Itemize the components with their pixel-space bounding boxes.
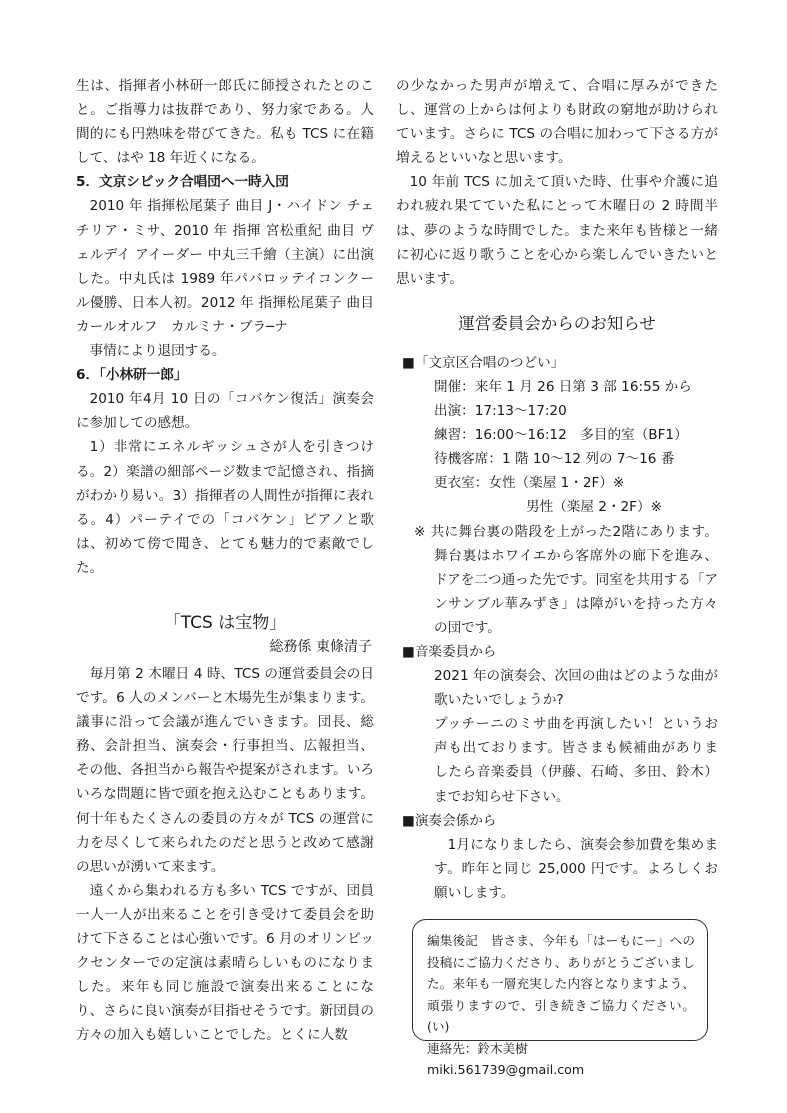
notice-line: 出演：17:13〜17:20: [434, 403, 567, 420]
left-column: [76, 74, 374, 1047]
notice-line: 練習：16:00〜16:12 多目的室（BF1）: [434, 427, 688, 444]
notice-music-text: 2021 年の演奏会、次回の曲はどのような曲が歌いたいでしょうか? プッチーニのミサ曲を再演したい！というお声も出ております。皆さまも候補曲がありましたら音楽委員（伊藤、石崎、多田、鈴木）までお知らせ下さい。: [434, 668, 718, 805]
heading-6: 6．「小林研一郎」: [76, 367, 188, 384]
left-paragraph-4: 2010 年4月 10 日の「コバケン復活」演奏会に参加しての感想。: [76, 391, 374, 432]
left-paragraph-7: 遠くから集われる方も多い TCS ですが、団員一人一人が出来ることを引き受けて委員会を助けて下さることは心強いです。6 月のオリンピックセンターでの定演は素晴らしいものになりました。来年も同じ施設で演奏出来ることになり、さらに良い演奏が目指せそうです。新団員の方々の加入も嬉しいことでした。とくに人数: [76, 882, 374, 1044]
article-title: 「TCS は宝物」: [163, 612, 287, 633]
section-title: 運営委員会からのお知らせ: [458, 313, 656, 333]
left-paragraph-1: 生は、指揮者小林研一郎氏に師授されたとのこと。ご指導力は抜群であり、努力家である。人間的にも円熟味を帯びてきた。私も TCS に在籍して、はや 18 年近くになる。: [76, 78, 374, 167]
notice-concert-text: 1月になりましたら、演奏会参加費を集めます。昨年と同じ 25,000 円です。よろしくお願いします。: [434, 836, 718, 901]
notice-footnote: ※ 共に舞台裏の階段を上がった2階にあります。舞台裏はホワイエから客席外の廊下を進み、ドアを二つ通った先です。同室を共用する「アンサンブル華みずき」は障がいを持った方々の団です。: [414, 523, 718, 636]
notice-line: 待機客席：1 階 10〜12 列の 7〜16 番: [434, 451, 675, 468]
heading-5: 5．文京シビック合唱団へ一時入団: [76, 174, 289, 191]
notice-line-male: 男性（楽屋 2・2F）※: [526, 499, 662, 516]
notice-line: 更衣室：女性（楽屋 1・2F）※: [434, 475, 625, 492]
notice-bunkyo-details: [396, 375, 718, 520]
editor-postscript-text: 編集後記 皆さま、今年も「はーもにー」への投稿にご協力くださり、ありがとうございました。来年も一層充実した内容となりますよう、頑張りますので、引き続きご協力ください。(い): [427, 933, 695, 1034]
notice-bunkyo-heading: ■「文京区合唱のつどい」: [402, 354, 565, 371]
right-paragraph-1: の少なかった男声が増えて、合唱に厚みができたし、運営の上からは何よりも財政の窮地が助けられています。さらに TCS の合唱に加わって下さる方が増えるといいなと思います。: [396, 78, 718, 167]
left-paragraph-3: 事情により退団する。: [89, 343, 226, 360]
left-paragraph-6: 毎月第 2 木曜日 4 時、TCS の運営委員会の日です。6 人のメンバーと木場先生が集まります。議事に沿って会議が進んでいきます。団長、総務、会計担当、演奏会・行事担当、広報担当、その他、各担当から報告や提案がされます。いろいろな問題に皆で頭を抱え込むこともあります。何十年もたくさんの委員の方々が TCS の運営に力を尽くして来られたのだと思うと改めて感謝の思いが湧いて来ます。: [76, 665, 374, 875]
contact-line: 連絡先：鈴木美樹 miki.561739@gmail.com: [427, 1040, 585, 1077]
left-paragraph-5: 1）非常にエネルギッシュさが人を引きつける。2）楽譜の細部ページ数まで記憶され、指摘がわかり易い。3）指揮者の人間性が指揮に表れる。4）パーテイでの「コバケン」ピアノと歌は、初めて傍で聞き、とても魅力的で素敵でした。: [76, 439, 374, 576]
notice-music-heading: ■音楽委員から: [402, 643, 497, 660]
right-column: [396, 74, 718, 905]
right-paragraph-2: 10 年前 TCS に加えて頂いた時、仕事や介護に追われ疲れ果てていた私にとって木曜日の 2 時間半は、夢のような時間でした。また来年も皆様と一緒に初心に返り歌うことを心から楽しんでいきたいと思います。: [396, 174, 718, 287]
left-paragraph-2: 2010 年 指揮松尾葉子 曲目 J・ハイドン チェチリア・ミサ、2010 年 指揮 宮松重紀 曲目 ヴェルデイ アイーダー 中丸三千繪（主演）に出演した。中丸氏は 1989 年パバロッテイコンクール優勝、日本人初。2012 年 指揮松尾葉子 曲目カールオルフ カルミナ・ブラ─ナ: [76, 198, 374, 335]
notice-line: 開催：来年 1 月 26 日第 3 部 16:55 から: [434, 378, 692, 395]
editor-postscript-box: [412, 919, 708, 1077]
article-byline: 総務係 東條清子: [269, 638, 372, 655]
notice-concert-heading: ■演奏会係から: [402, 812, 497, 829]
